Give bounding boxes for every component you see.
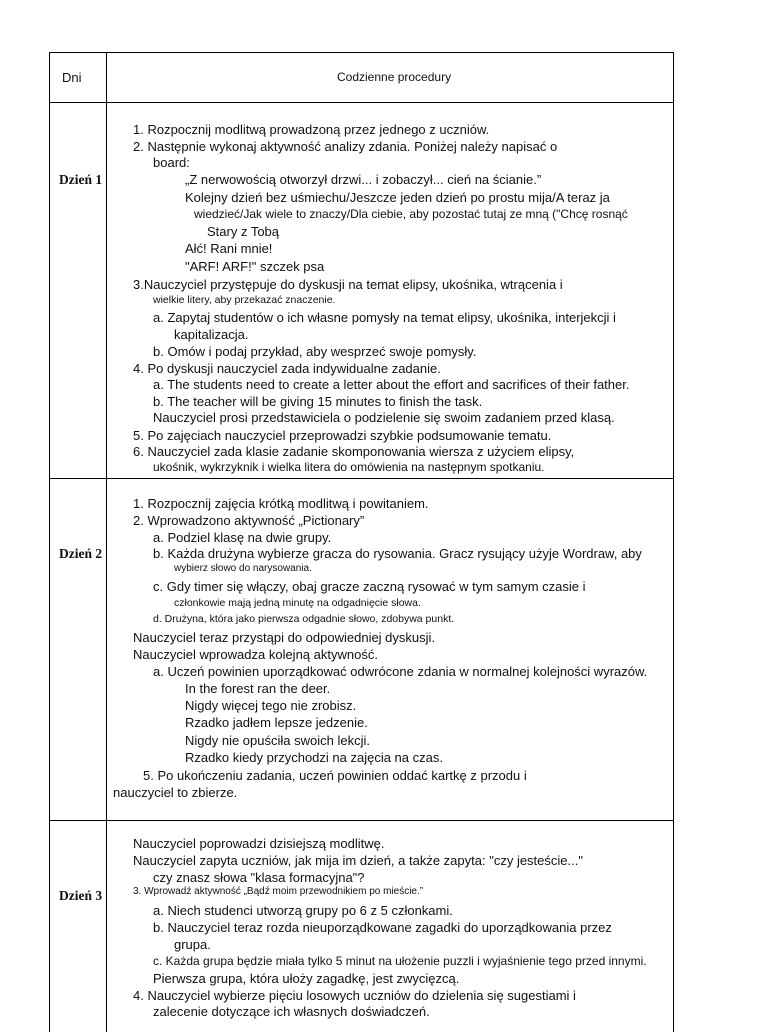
procedure-line: 3.Nauczyciel przystępuje do dyskusji na temat elipsy, ukośnika, wtrącenia i (133, 277, 563, 292)
procedure-line: 3. Wprowadź aktywność „Bądź moim przewodnikiem po mieście.” (133, 886, 424, 897)
procedure-line: nauczyciel to zbierze. (113, 785, 238, 800)
header-procedures-label: Codzienne procedury (337, 70, 452, 84)
procedure-line: Rzadko jadłem lepsze jedzenie. (185, 715, 368, 730)
procedure-line: Pierwsza grupa, która ułoży zagadkę, jest zwycięzcą. (153, 971, 460, 986)
procedure-line: Nauczyciel zapyta uczniów, jak mija im dzień, a także zapyta: "czy jesteście..." (133, 853, 583, 868)
procedure-line: Nauczyciel poprowadzi dzisiejszą modlitwę. (133, 836, 385, 851)
procedure-line: zalecenie dotyczące ich własnych doświadczeń. (153, 1004, 430, 1019)
procedure-line: board: (153, 155, 190, 170)
procedure-line: Ałć! Rani mnie! (185, 241, 273, 256)
procedure-line: wybierz słowo do narysowania. (174, 563, 312, 574)
procedure-line: wielkie litery, aby przekazać znaczenie. (153, 294, 336, 306)
procedure-line: 4. Nauczyciel wybierze pięciu losowych uczniów do dzielenia się sugestiami i (133, 988, 576, 1003)
procedure-line: c. Każda grupa będzie miała tylko 5 minut na ułożenie puzzli i wyjaśnienie tego przed innymi. (153, 954, 647, 968)
procedure-line: 1. Rozpocznij modlitwą prowadzoną przez jednego z uczniów. (133, 122, 490, 137)
procedure-line: czy znasz słowa "klasa formacyjna"? (153, 870, 365, 885)
procedure-line: wiedzieć/Jak wiele to znaczy/Dla ciebie, aby pozostać tutaj ze mną ("Chcę rosnąć (194, 207, 628, 221)
procedure-line: Nigdy nie opuściła swoich lekcji. (185, 733, 370, 748)
row-divider-day2 (49, 820, 674, 821)
procedure-line: kapitalizacja. (174, 327, 249, 342)
header-row-border (49, 102, 674, 103)
row-divider-day1 (49, 478, 674, 479)
procedure-line: Nigdy więcej tego nie zrobisz. (185, 698, 357, 713)
procedure-line: a. Uczeń powinien uporządkować odwrócone zdania w normalnej kolejności wyrazów. (153, 664, 648, 679)
procedure-line: d. Drużyna, która jako pierwsza odgadnie słowo, zdobywa punkt. (153, 613, 455, 625)
procedure-line: c. Gdy timer się włączy, obaj gracze zaczną rysować w tym samym czasie i (153, 579, 586, 594)
procedure-line: b. The teacher will be giving 15 minutes to finish the task. (153, 394, 483, 409)
procedure-line: Nauczyciel teraz przystąpi do odpowiedniej dyskusji. (133, 630, 436, 645)
procedure-line: b. Każda drużyna wybierze gracza do rysowania. Gracz rysujący użyje Wordraw, aby (153, 546, 642, 561)
procedure-line: 2. Następnie wykonaj aktywność analizy zdania. Poniżej należy napisać o (133, 139, 558, 154)
table-column-divider (106, 52, 107, 1032)
table-top-border (49, 52, 674, 53)
procedure-line: Nauczyciel wprowadza kolejną aktywność. (133, 647, 378, 662)
procedure-line: Kolejny dzień bez uśmiechu/Jeszcze jeden dzień po prostu mija/A teraz ja (185, 190, 610, 205)
table-right-border (673, 52, 674, 1032)
procedure-line: 5. Po zajęciach nauczyciel przeprowadzi szybkie podsumowanie tematu. (133, 428, 552, 443)
procedure-line: ukośnik, wykrzyknik i wielka litera do omówienia na następnym spotkaniu. (153, 460, 545, 474)
procedure-line: „Z nerwowością otworzył drzwi... i zobaczył... cień na ścianie.” (185, 172, 542, 187)
procedure-line: 5. Po ukończeniu zadania, uczeń powinien oddać kartkę z przodu i (143, 768, 527, 783)
procedure-line: 6. Nauczyciel zada klasie zadanie skomponowania wiersza z użyciem elipsy, (133, 444, 575, 459)
procedure-line: a. Zapytaj studentów o ich własne pomysły na temat elipsy, ukośnika, interjekcji i (153, 310, 616, 325)
procedure-line: członkowie mają jedną minutę na odgadnięcie słowa. (174, 597, 421, 609)
procedure-line: 1. Rozpocznij zajęcia krótką modlitwą i powitaniem. (133, 496, 429, 511)
procedure-line: Stary z Tobą (207, 224, 280, 239)
day-label-2: Dzień 2 (59, 546, 103, 561)
header-days-label: Dni (62, 70, 82, 85)
procedure-line: b. Nauczyciel teraz rozda nieuporządkowane zagadki do uporządkowania przez (153, 920, 612, 935)
procedure-line: a. Niech studenci utworzą grupy po 6 z 5 członkami. (153, 903, 453, 918)
procedure-line: Rzadko kiedy przychodzi na zajęcia na czas. (185, 750, 443, 765)
procedure-line: In the forest ran the deer. (185, 681, 331, 696)
procedure-line: grupa. (174, 937, 211, 952)
procedure-line: a. Podziel klasę na dwie grupy. (153, 530, 332, 545)
table-left-border (49, 52, 50, 1032)
procedure-line: 2. Wprowadzono aktywność „Pictionary” (133, 513, 365, 528)
procedure-line: 4. Po dyskusji nauczyciel zada indywidualne zadanie. (133, 361, 441, 376)
procedure-line: a. The students need to create a letter about the effort and sacrifices of their father. (153, 377, 630, 392)
day-label-1: Dzień 1 (59, 172, 103, 187)
procedure-line: "ARF! ARF!" szczek psa (185, 259, 325, 274)
procedure-line: Nauczyciel prosi przedstawiciela o podzielenie się swoim zadaniem przed klasą. (153, 410, 615, 425)
procedure-line: b. Omów i podaj przykład, aby wesprzeć swoje pomysły. (153, 344, 477, 359)
day-label-3: Dzień 3 (59, 888, 103, 903)
